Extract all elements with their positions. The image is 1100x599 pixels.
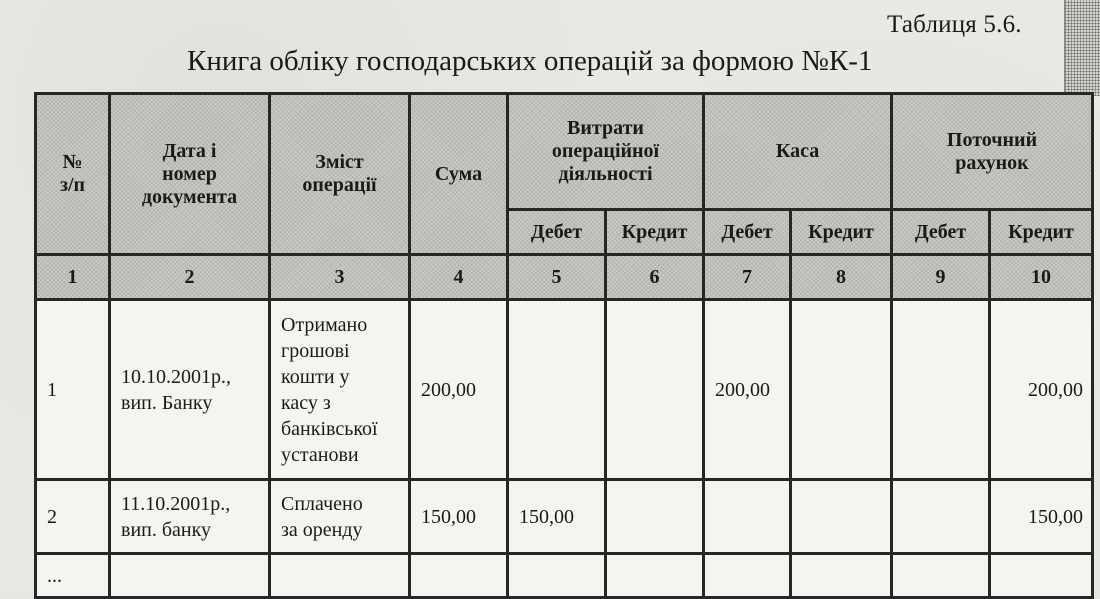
row-sum: 200,00 — [410, 300, 508, 480]
column-number: 2 — [110, 255, 270, 300]
table-number: Таблиця 5.6. — [887, 11, 1022, 38]
row-cash-credit — [791, 480, 892, 554]
row-op-credit — [606, 480, 704, 554]
column-number: 4 — [410, 255, 508, 300]
row-account-credit: 150,00 — [990, 480, 1093, 554]
column-number: 1 — [36, 255, 110, 300]
book-title: Книга обліку господарських операцій за формою №К-1 — [187, 45, 873, 77]
subheader-cash-credit: Кредит — [791, 210, 892, 255]
row-op-debit — [508, 554, 606, 598]
row-account-credit: 200,00 — [990, 300, 1093, 480]
row-content: Сплачено за оренду — [270, 480, 410, 554]
subheader-op-debit: Дебет — [508, 210, 606, 255]
column-number: 5 — [508, 255, 606, 300]
row-date-doc: 10.10.2001р., вип. Банку — [110, 300, 270, 480]
row-content: Отримано грошові кошти у касу з банківської установи — [270, 300, 410, 480]
row-op-debit: 150,00 — [508, 480, 606, 554]
margin-pattern — [1064, 0, 1100, 96]
row-cash-debit — [704, 480, 791, 554]
column-number: 10 — [990, 255, 1093, 300]
subheader-cash-debit: Дебет — [704, 210, 791, 255]
row-date-doc: 11.10.2001р., вип. банку — [110, 480, 270, 554]
row-sum — [410, 554, 508, 598]
row-number: 1 — [36, 300, 110, 480]
table-row — [36, 554, 1093, 598]
header-current-account: Поточний рахунок — [892, 94, 1093, 210]
row-cash-debit: 200,00 — [704, 300, 791, 480]
operations-book-table — [34, 92, 1094, 599]
header-date-doc: Дата і номер документа — [110, 94, 270, 255]
subheader-account-debit: Дебет — [892, 210, 990, 255]
row-op-credit — [606, 300, 704, 480]
row-op-credit — [606, 554, 704, 598]
row-cash-credit — [791, 300, 892, 480]
table-row — [36, 300, 1093, 480]
row-date-doc — [110, 554, 270, 598]
row-sum: 150,00 — [410, 480, 508, 554]
header-operating-costs: Витрати операційної діяльності — [508, 94, 704, 210]
row-number: ... — [36, 554, 110, 598]
header-cash: Каса — [704, 94, 892, 210]
row-account-debit — [892, 480, 990, 554]
row-content — [270, 554, 410, 598]
row-number: 2 — [36, 480, 110, 554]
table-row — [36, 480, 1093, 554]
row-account-debit — [892, 300, 990, 480]
subheader-op-credit: Кредит — [606, 210, 704, 255]
column-number: 8 — [791, 255, 892, 300]
subheader-account-credit: Кредит — [990, 210, 1093, 255]
row-op-debit — [508, 300, 606, 480]
header-sum: Сума — [410, 94, 508, 255]
header-row-main — [36, 94, 1093, 210]
column-number: 9 — [892, 255, 990, 300]
row-cash-debit — [704, 554, 791, 598]
column-number-row — [36, 255, 1093, 300]
column-number: 6 — [606, 255, 704, 300]
row-cash-credit — [791, 554, 892, 598]
row-account-debit — [892, 554, 990, 598]
header-content: Зміст операції — [270, 94, 410, 255]
column-number: 3 — [270, 255, 410, 300]
row-account-credit — [990, 554, 1093, 598]
column-number: 7 — [704, 255, 791, 300]
header-no: № з/п — [36, 94, 110, 255]
